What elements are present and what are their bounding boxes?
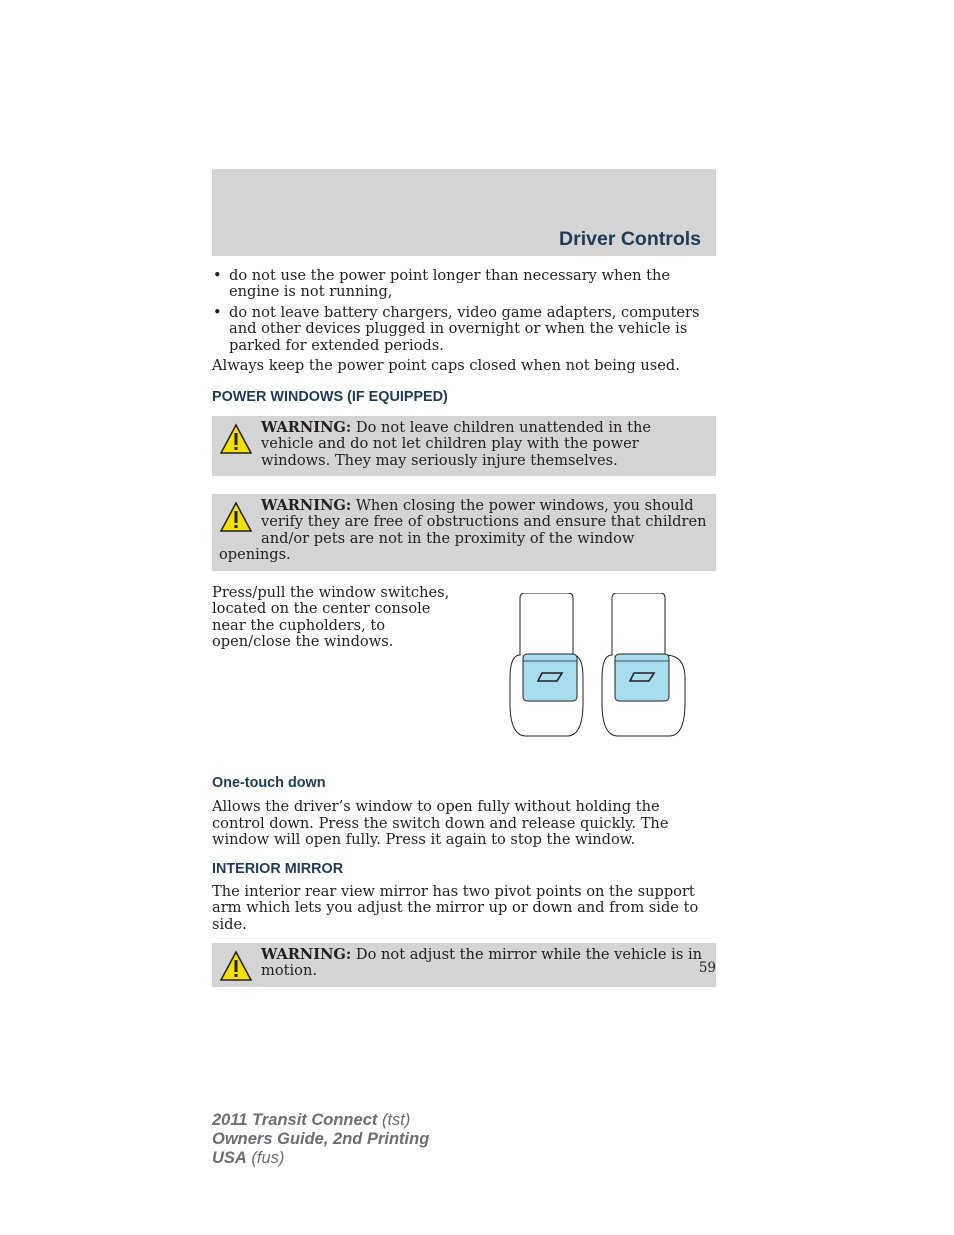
power-windows-heading: POWER WINDOWS (IF EQUIPPED) xyxy=(212,389,448,406)
warning-label: WARNING: xyxy=(261,945,352,963)
bullet-icon: • xyxy=(213,303,222,321)
bullet-list xyxy=(212,268,716,354)
warning-text: Do not adjust the mirror while the vehicle is in motion. xyxy=(261,945,703,980)
one-touch-heading: One-touch down xyxy=(212,774,326,791)
list-item xyxy=(212,268,716,301)
footer-market: USA xyxy=(212,1149,247,1167)
page-content xyxy=(212,268,716,987)
left-window-switch xyxy=(510,593,583,736)
interior-mirror-text: The interior rear view mirror has two pivot points on the support arm which lets you adjust the mirror up or down and from side to side. xyxy=(212,882,699,933)
list-item xyxy=(212,305,716,354)
one-touch-text: Allows the driver’s window to open fully without holding the control down. Press the switch down and release quickly. The window will open fully. Press it again to stop the window. xyxy=(212,798,669,848)
document-footer xyxy=(212,1111,429,1168)
bullet-text: do not leave battery chargers, video game adapters, computers and other devices plugged in overnight or when the vehicle is parked for extended periods. xyxy=(229,303,700,354)
right-window-switch xyxy=(602,593,685,736)
caps-note: Always keep the power point caps closed when not being used. xyxy=(212,357,680,375)
section-header xyxy=(212,169,716,256)
window-switch-figure-row xyxy=(212,585,716,775)
warning-triangle-icon xyxy=(219,423,253,455)
window-switch-instructions: Press/pull the window switches, located on the center console near the cupholders, to open/close the windows. xyxy=(212,583,450,650)
warning-label: WARNING: xyxy=(261,497,352,515)
warning-text: When closing the power windows, you should verify they are free of obstructions and ensure that children and/or pets are not in the proximity of the window openings. xyxy=(219,497,707,564)
footer-model: 2011 Transit Connect xyxy=(212,1111,378,1129)
warning-text: Do not leave children unattended in the vehicle and do not let children play with the power windows. They may seriously injure themselves. xyxy=(261,418,651,469)
window-switches-illustration xyxy=(505,593,690,743)
page-number: 59 xyxy=(698,960,716,976)
bullet-text: do not use the power point longer than necessary when the engine is not running, xyxy=(229,267,671,301)
footer-market-code: (fus) xyxy=(246,1149,285,1167)
bullet-icon: • xyxy=(213,267,222,284)
warning-box xyxy=(212,943,716,987)
footer-model-code: (tst) xyxy=(377,1111,411,1129)
footer-guide: Owners Guide, 2nd Printing xyxy=(212,1130,430,1148)
warning-box xyxy=(212,416,716,476)
warning-label: WARNING: xyxy=(261,418,352,436)
section-title: Driver Controls xyxy=(559,228,701,250)
interior-mirror-heading: INTERIOR MIRROR xyxy=(212,861,344,878)
warning-triangle-icon xyxy=(219,950,253,982)
warning-triangle-icon xyxy=(219,501,253,533)
warning-box xyxy=(212,494,716,571)
